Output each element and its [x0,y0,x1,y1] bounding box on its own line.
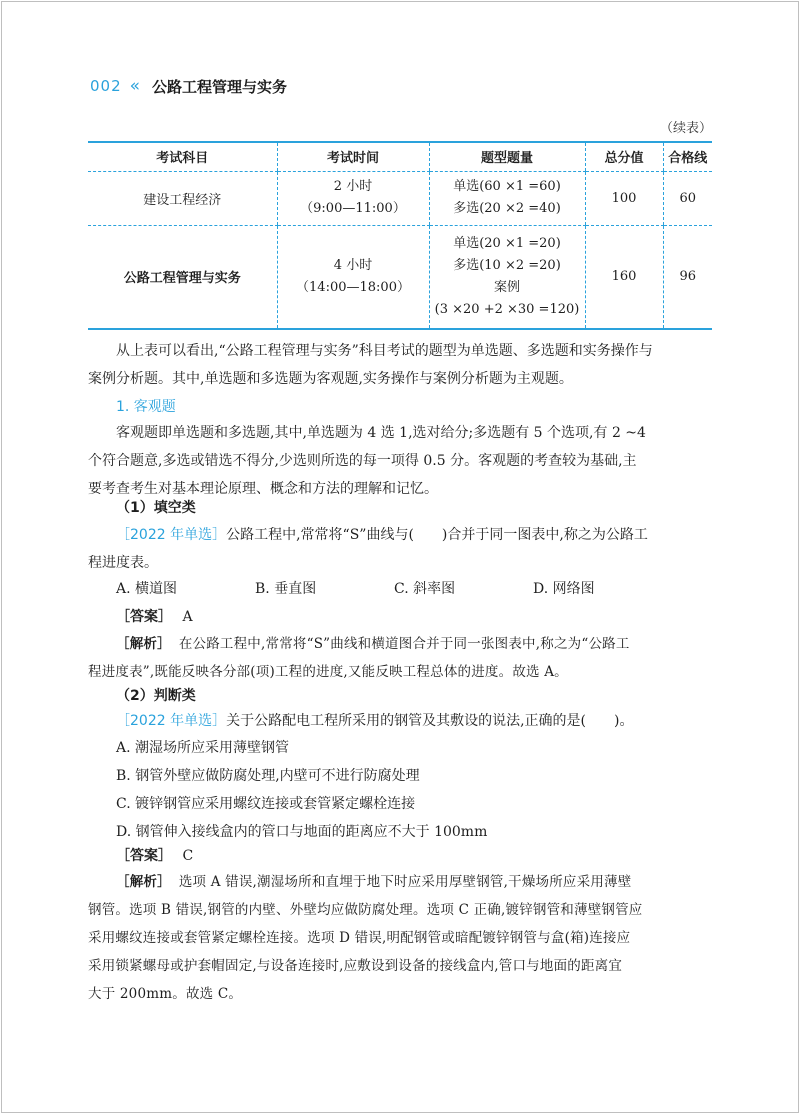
analysis-text: 大于 200mm。故选 C。 [88,986,243,1002]
time-duration: 2 小时 [333,179,373,194]
cell-pass: 60 [663,171,712,225]
cell-subject: 建设工程经济 [88,171,277,225]
stem-text: 程进度表。 [88,555,158,571]
intro-line: 从上表可以看出,“公路工程管理与实务”科目考试的题型为单选题、多选题和实务操作与 [116,343,653,359]
answer-value: C [182,848,194,864]
section-heading: 1. 客观题 [116,399,176,415]
section-paragraph [88,419,718,503]
type-line: 单选(20 ×1 =20) [453,235,561,251]
analysis-text: 采用螺纹连接或套管紧定螺栓连接。选项 D 错误,明配钢管或暗配镀锌钢管与盒(箱)连接应 [88,930,631,946]
options-row [116,575,746,603]
cell-time [277,225,429,329]
stem-text: 公路工程中,常常将“S”曲线与( )合并于同一图表中,称之为公路工 [226,527,648,543]
option-d: D. 钢管伸入接线盒内的管口与地面的距离应不大于 100mm [116,824,488,840]
analysis-label: ［解析］ [116,874,171,890]
cell-total: 100 [585,171,663,225]
continued-label: （续表） [659,121,712,136]
stem-text: 关于公路配电工程所采用的钢管及其敷设的说法,正确的是( )。 [226,713,634,729]
option-a: A. 横道图 [116,581,178,597]
cell-time [277,171,429,225]
cell-subject: 公路工程管理与实务 [88,225,277,329]
answer-label: ［答案］ [116,848,172,864]
type-line: 多选(20 ×2 =40) [453,201,561,216]
analysis-paragraph [88,630,718,686]
section-line: 要考查考生对基本理论原理、概念和方法的理解和记忆。 [88,481,438,497]
exam-table [88,141,712,330]
question-stem [88,707,718,735]
intro-paragraph [88,337,718,393]
answer-line [88,842,718,870]
intro-line: 案例分析题。其中,单选题和多选题为客观题,实务操作与案例分析题为主观题。 [88,371,573,387]
analysis-text: 钢管。选项 B 错误,钢管的内壁、外壁均应做防腐处理。选项 C 正确,镀锌钢管和薄壁钢管应 [88,902,643,918]
question-tag: ［2022 年单选］ [116,713,227,729]
type-line: (3 ×20 +2 ×30 =120) [434,301,580,317]
option-c: C. 镀锌钢管应采用螺纹连接或套管紧定螺栓连接 [116,796,416,812]
option-c: C. 斜率图 [394,581,456,597]
type-line: 单选(60 ×1 =60) [453,179,561,194]
book-title: 公路工程管理与实务 [152,77,288,96]
header-types: 题型题量 [429,142,585,171]
cell-total: 160 [585,225,663,329]
analysis-text: 选项 A 错误,潮湿场所和直埋于地下时应采用厚壁钢管,干燥场所应采用薄壁 [178,874,632,890]
analysis-paragraph [88,868,718,1008]
header-pass: 合格线 [663,142,712,171]
table-row [88,171,712,225]
time-range: （9:00—11:00） [300,201,406,216]
analysis-text: 采用锁紧螺母或护套帽固定,与设备连接时,应敷设到设备的接线盒内,管口与地面的距离宜 [88,958,623,974]
type-line: 多选(10 ×2 =20) [453,257,561,273]
cell-types [429,171,585,225]
type-line: 案例 [493,279,520,295]
table-row [88,225,712,329]
analysis-text: 程进度表”,既能反映各分部(项)工程的进度,又能反映工程总体的进度。故选 A。 [88,664,568,680]
section-line: 个符合题意,多选或错选不得分,少选则所选的每一项得 0.5 分。客观题的考查较为基础,主 [88,453,637,469]
cell-pass: 96 [663,225,712,329]
analysis-label: ［解析］ [116,636,171,652]
category-heading: （2）判断类 [116,688,196,704]
question-tag: ［2022 年单选］ [116,527,227,543]
page-number: 002 [90,77,122,95]
answer-value: A [182,609,193,625]
answer-line [88,603,718,631]
analysis-text: 在公路工程中,常常将“S”曲线和横道图合并于同一张图表中,称之为“公路工 [178,636,630,652]
page-header [90,73,287,99]
cell-types [429,225,585,329]
header-time: 考试时间 [277,142,429,171]
option-a: A. 潮湿场所应采用薄壁钢管 [116,740,290,756]
chevron-icon: « [129,76,141,96]
time-range: （14:00—18:00） [296,279,410,295]
option-b: B. 钢管外壁应做防腐处理,内壁可不进行防腐处理 [116,768,420,784]
time-duration: 4 小时 [333,257,373,273]
header-total: 总分值 [585,142,663,171]
option-d: D. 网络图 [533,581,595,597]
options-list [116,734,746,846]
category-heading: （1）填空类 [116,500,196,516]
option-b: B. 垂直图 [255,581,317,597]
answer-label: ［答案］ [116,609,172,625]
section-line: 客观题即单选题和多选题,其中,单选题为 4 选 1,选对给分;多选题有 5 个选项,有 2 ~4 [116,425,646,441]
table-header-row [88,142,712,171]
header-subject: 考试科目 [88,142,277,171]
question-stem [88,521,718,577]
